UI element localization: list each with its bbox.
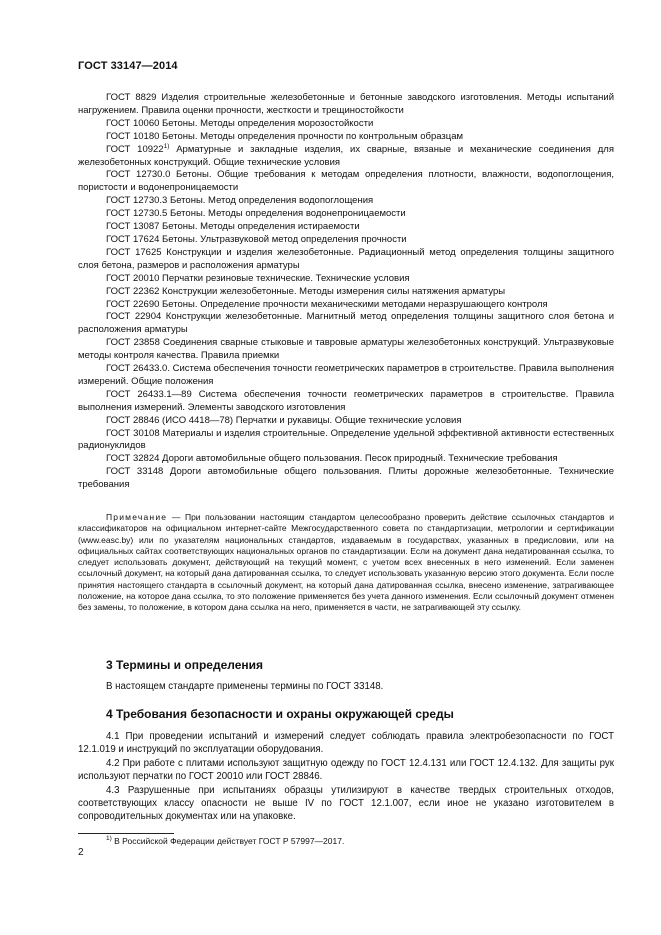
section-3-body bbox=[78, 680, 614, 693]
section-4-title: 4 Требования безопасности и охраны окружающей среды bbox=[106, 707, 454, 721]
document-header: ГОСТ 33147—2014 bbox=[78, 60, 178, 72]
note-dash: — bbox=[167, 512, 185, 522]
footnote-marker: 1) bbox=[163, 142, 170, 150]
note-text: При пользовании настоящим стандартом целесообразно проверить действие ссылочных стандартов и классификаторов на официальном интернет-сайте Межгосударственного совета по стандартизации, метрологии и сертификации (www.easc.by) или по указателям национальных стандартов, издаваемым в государствах, указанных в предисловии, или на официальных сайтах соответствующих национальных органов по стандартизации. Если на документ дана недатированная ссылка, то следует использовать документ, действующий на текущий момент, с учетом всех внесенных в него изменений. Если заменен ссылочный документ, на который дана датированная ссылка, то следует использовать указанную версию этого документа. Если после принятия настоящего стандарта в ссылочный документ, на который дана датированная ссылка, внесено изменение, затрагивающее положение, на которое дана ссылка, то это положение применяется без учета данного изменения. Если ссылочный документ отменен без замены, то положение, в котором дана ссылка на него, применяется в части, не затрагивающей эту ссылку. bbox=[78, 512, 614, 613]
reference-item: ГОСТ 20010 Перчатки резиновые технические. Технические условия bbox=[106, 272, 410, 284]
normative-references-list bbox=[78, 92, 614, 492]
reference-item: ГОСТ 22362 Конструкции железобетонные. Методы измерения силы натяжения арматуры bbox=[106, 285, 506, 297]
footnote-separator bbox=[78, 833, 174, 834]
reference-item: ГОСТ 26433.0. Система обеспечения точности геометрических параметров в строительстве. Правила выполнения измерений. Общие положения bbox=[78, 363, 614, 387]
note-paragraph bbox=[78, 512, 614, 614]
page-number: 2 bbox=[78, 847, 84, 858]
section-4-body bbox=[78, 730, 614, 824]
reference-item: ГОСТ 22690 Бетоны. Определение прочности механическими методами неразрушающего контроля bbox=[106, 298, 548, 310]
reference-item: ГОСТ 28846 (ИСО 4418—78) Перчатки и рукавицы. Общие технические условия bbox=[106, 414, 462, 426]
reference-item bbox=[78, 144, 614, 170]
note-label: Примечание bbox=[106, 512, 168, 522]
clause-4-1: 4.1 При проведении испытаний и измерений следует соблюдать правила электробезопасности по ГОСТ 12.1.019 и инструкций по эксплуатации оборудования. bbox=[78, 731, 614, 756]
reference-item: ГОСТ 10060 Бетоны. Методы определения морозостойкости bbox=[106, 117, 374, 129]
reference-item: ГОСТ 30108 Материалы и изделия строительные. Определение удельной эффективной активности естественных радионуклидов bbox=[78, 427, 614, 452]
reference-title: Арматурные и закладные изделия, их сварные, вязаные и механические соединения для железобетонных конструкций. Общие технические условия bbox=[78, 143, 614, 168]
footnote-marker: 1) bbox=[106, 835, 112, 843]
reference-item: ГОСТ 13087 Бетоны. Методы определения истираемости bbox=[106, 221, 360, 233]
reference-item: ГОСТ 12730.3 Бетоны. Метод определения водопоглощения bbox=[106, 195, 374, 207]
reference-item: ГОСТ 8829 Изделия строительные железобетонные и бетонные заводского изготовления. Методы испытаний нагружением. Правила оценки прочности, жесткости и трещиностойкости bbox=[78, 92, 614, 116]
reference-item: ГОСТ 17624 Бетоны. Ультразвуковой метод определения прочности bbox=[106, 233, 407, 245]
reference-item: ГОСТ 22904 Конструкции железобетонные. Магнитный метод определения толщины защитного слоя бетона и расположения арматуры bbox=[78, 311, 614, 336]
section-3-text: В настоящем стандарте применены термины по ГОСТ 33148. bbox=[106, 681, 384, 692]
reference-item: ГОСТ 12730.5 Бетоны. Методы определения водонепроницаемости bbox=[106, 208, 406, 220]
clause-4-3: 4.3 Разрушенные при испытаниях образцы утилизируют в качестве твердых строительных отходов, соответствующих классу опасности не выше IV по ГОСТ 12.1.007, если иное не указано изготовителем в сопроводительных документах или на упаковке. bbox=[78, 784, 614, 823]
reference-item: ГОСТ 10180 Бетоны. Методы определения прочности по контрольным образцам bbox=[106, 130, 464, 142]
reference-code: ГОСТ 10922 bbox=[106, 143, 164, 155]
reference-item: ГОСТ 26433.1—89 Система обеспечения точности геометрических параметров в строительстве. Правила выполнения измерений. Элементы заводского изготовления bbox=[78, 388, 614, 413]
clause-4-2: 4.2 При работе с плитами используют защитную одежду по ГОСТ 12.4.131 или ГОСТ 12.4.132. Для защиты рук используют перчатки по ГОСТ 20010 или ГОСТ 28846. bbox=[78, 757, 614, 783]
reference-item: ГОСТ 23858 Соединения сварные стыковые и тавровые арматуры железобетонных конструкций. Ультразвуковые методы контроля качества. Правила приемки bbox=[78, 337, 614, 362]
reference-item: ГОСТ 32824 Дороги автомобильные общего пользования. Песок природный. Технические требования bbox=[106, 453, 558, 465]
footnote bbox=[106, 836, 344, 846]
footnote-text: В Российской Федерации действует ГОСТ Р 57997—2017. bbox=[111, 836, 345, 846]
reference-item: ГОСТ 12730.0 Бетоны. Общие требования к методам определения плотности, влажности, водопоглощения, пористости и водонепроницаемости bbox=[78, 169, 614, 194]
section-3-title: 3 Термины и определения bbox=[106, 658, 264, 672]
reference-item: ГОСТ 17625 Конструкции и изделия железобетонные. Радиационный метод определения толщины защитного слоя бетона, размеров и расположения арматуры bbox=[78, 246, 614, 271]
reference-item: ГОСТ 33148 Дороги автомобильные общего пользования. Плиты дорожные железобетонные. Технические требования bbox=[78, 466, 614, 491]
